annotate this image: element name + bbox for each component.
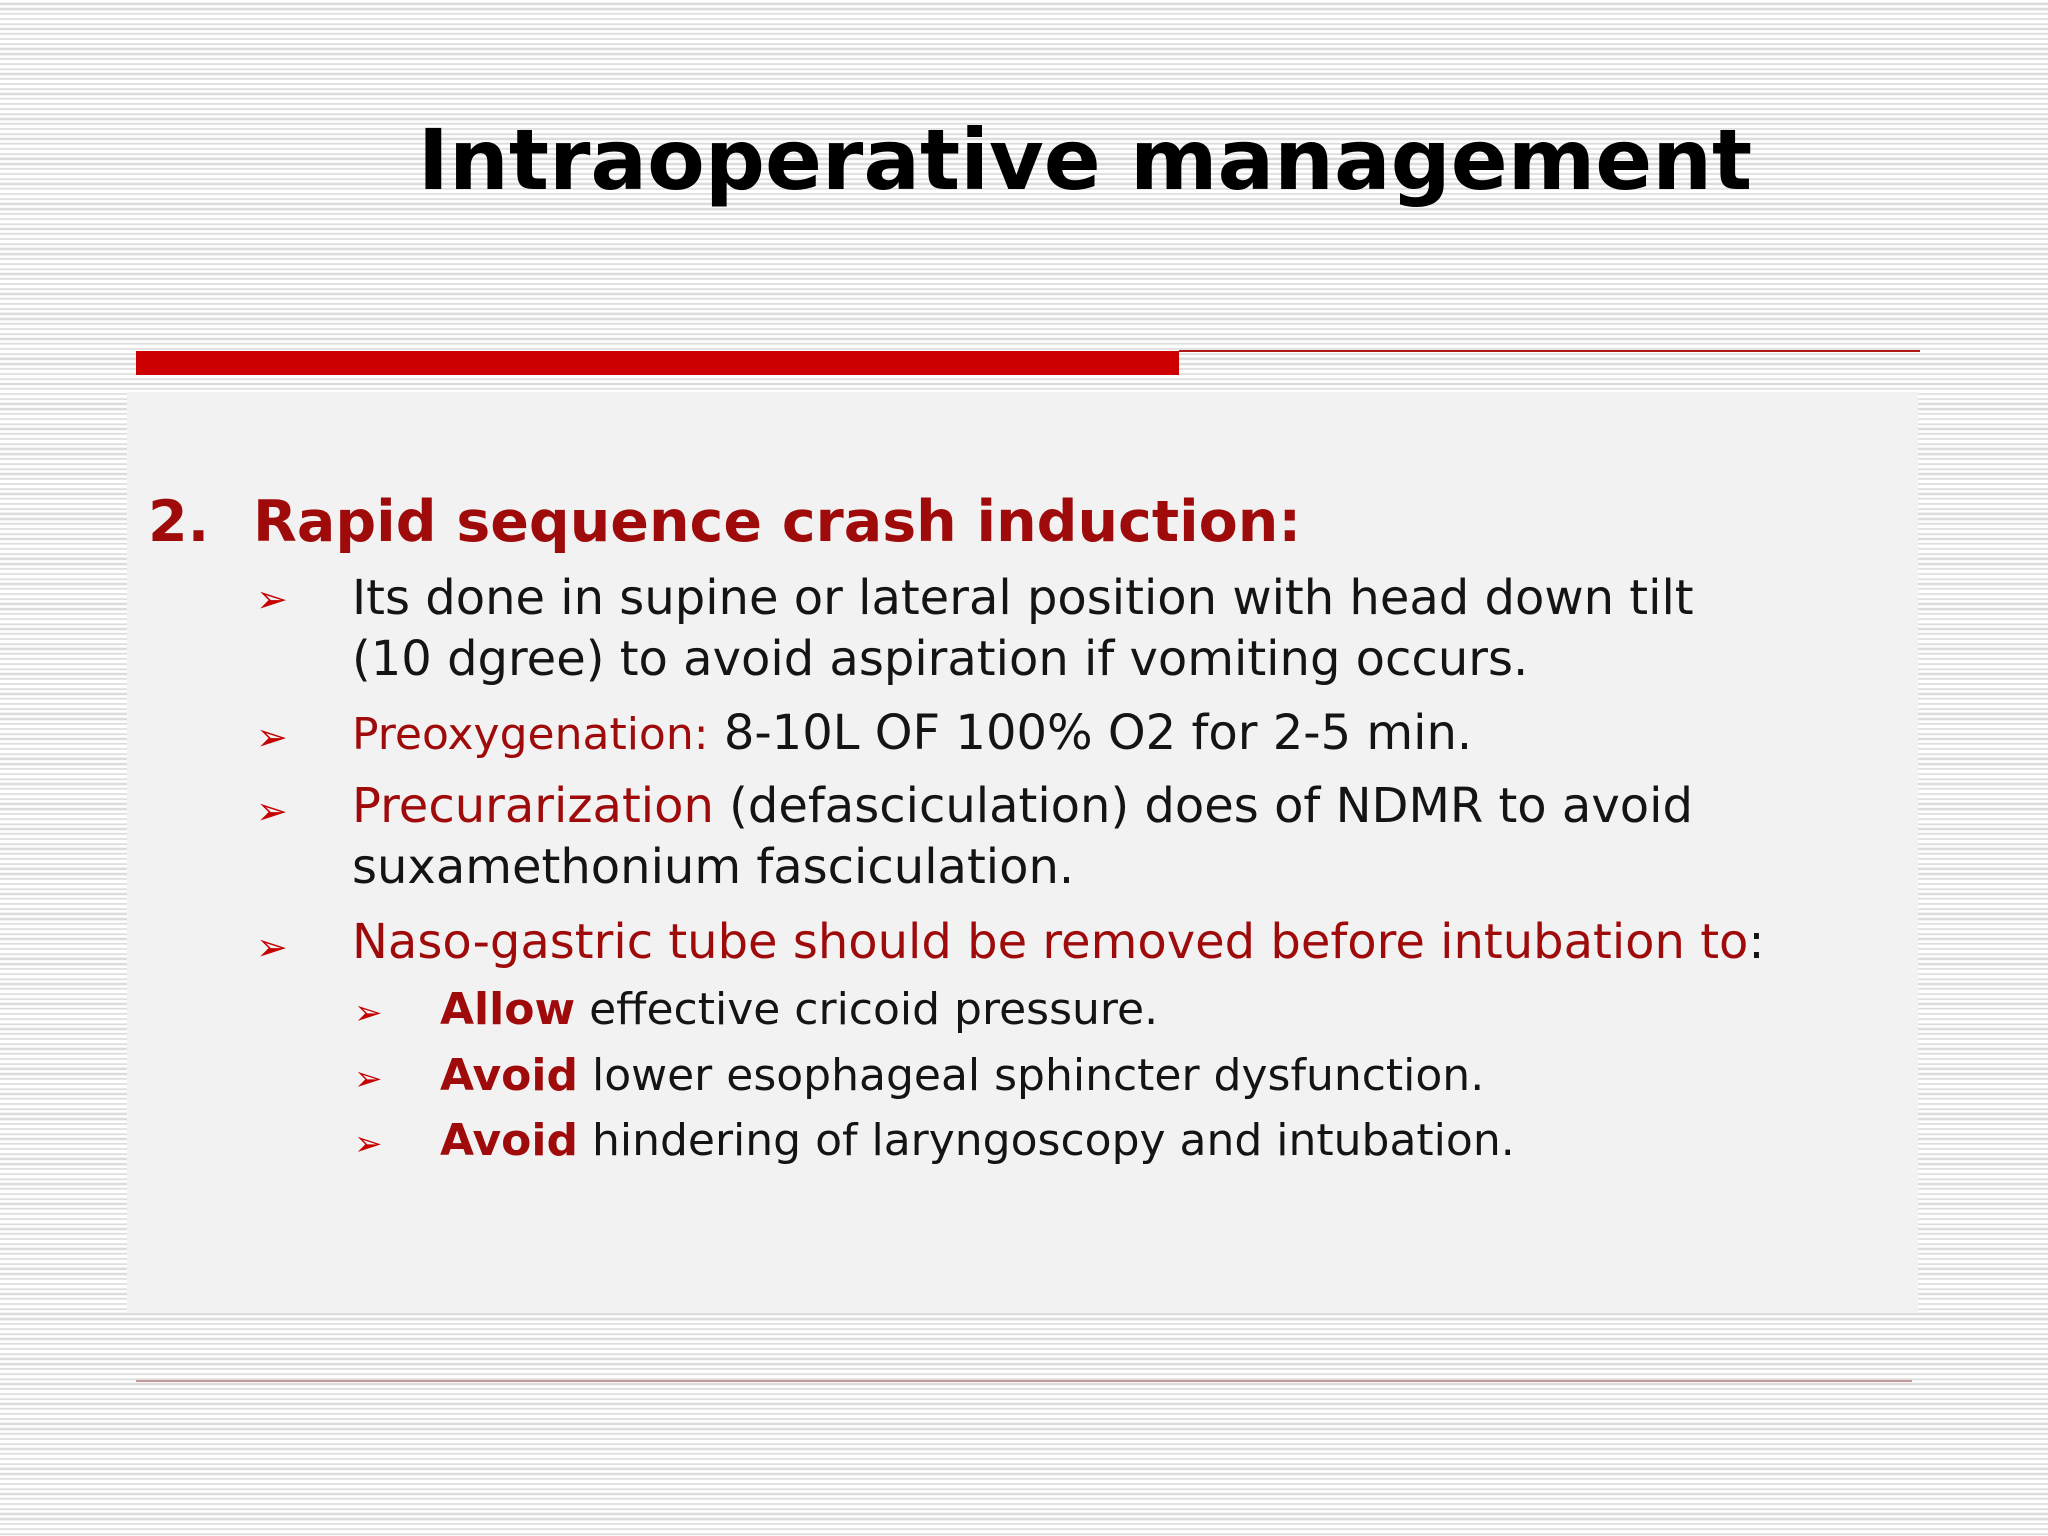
- section-heading-text: Rapid sequence crash induction:: [253, 489, 1302, 555]
- bullet-item-preoxygenation: [352, 703, 1472, 765]
- preoxygenation-label: Preoxygenation:: [352, 709, 709, 760]
- section-heading: [148, 488, 1301, 556]
- precurarization-line2: suxamethonium fasciculation.: [352, 839, 1075, 895]
- preoxygenation-text: 8-10L OF 100% O2 for 2-5 min.: [708, 705, 1473, 761]
- subitem-keyword: Avoid: [440, 1050, 578, 1101]
- subitem-avoid-laryngoscopy: [440, 1115, 1515, 1168]
- slide-title: Intraoperative management: [417, 111, 1753, 209]
- subitem-text: effective cricoid pressure.: [575, 984, 1159, 1035]
- arrow-bullet-icon: ➢: [256, 789, 288, 833]
- bullet-item-naso-gastric: [352, 912, 1765, 973]
- arrow-bullet-icon: ➢: [256, 715, 288, 759]
- subitem-keyword: Allow: [440, 984, 576, 1035]
- arrow-subbullet-icon: ➢: [354, 993, 383, 1033]
- section-number: 2.: [148, 489, 210, 555]
- title-underline-thin: [1179, 350, 1920, 352]
- subitem-avoid-sphincter: [440, 1050, 1484, 1103]
- title-underline-thick: [136, 351, 1179, 375]
- arrow-bullet-icon: ➢: [256, 925, 288, 969]
- naso-gastric-label: Naso-gastric tube should be removed before intubation to: [352, 914, 1749, 970]
- subitem-allow: [440, 984, 1158, 1037]
- bullet-item-position: [352, 568, 1694, 690]
- arrow-bullet-icon: ➢: [256, 577, 288, 621]
- precurarization-text: (defasciculation) does of NDMR to avoid: [713, 778, 1693, 834]
- bullet-item-precurarization: [352, 776, 1693, 898]
- footer-rule: [136, 1380, 1912, 1382]
- bullet-item-position-line2: (10 dgree) to avoid aspiration if vomiting occurs.: [352, 631, 1529, 687]
- arrow-subbullet-icon: ➢: [354, 1124, 383, 1164]
- naso-gastric-colon: :: [1748, 914, 1765, 970]
- subitem-keyword: Avoid: [440, 1115, 578, 1166]
- subitem-text: hindering of laryngoscopy and intubation.: [577, 1115, 1515, 1166]
- bullet-item-position-line1: Its done in supine or lateral position with head down tilt: [352, 570, 1694, 626]
- subitem-text: lower esophageal sphincter dysfunction.: [577, 1050, 1485, 1101]
- arrow-subbullet-icon: ➢: [354, 1059, 383, 1099]
- precurarization-label: Precurarization: [352, 778, 714, 834]
